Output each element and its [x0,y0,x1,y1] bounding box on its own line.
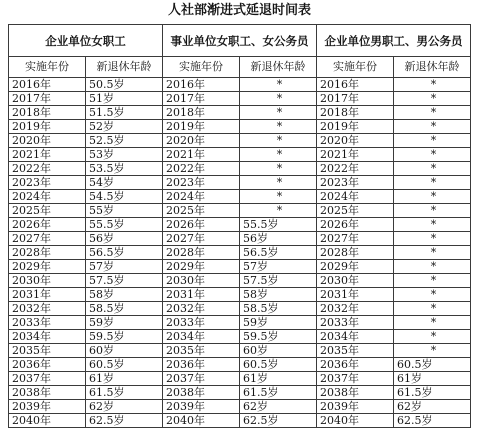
retirement-age-cell: 57岁 [240,260,317,274]
retirement-age-cell: 60.5岁 [86,358,163,372]
retirement-age-cell: 56岁 [86,232,163,246]
retirement-age-cell: * [240,176,317,190]
retirement-age-cell: * [240,204,317,218]
retirement-age-cell: * [394,190,471,204]
retirement-age-cell: 54岁 [86,176,163,190]
retirement-age-cell: 58岁 [240,288,317,302]
retirement-age-cell: 61.5岁 [240,386,317,400]
document-title: 人社部渐进式延退时间表 [167,3,311,18]
retirement-age-cell: 60岁 [240,344,317,358]
table-row [9,190,471,204]
retirement-age-cell: 51岁 [86,92,163,106]
year-cell: 2017年 [9,92,86,106]
retirement-age-cell: 61.5岁 [86,386,163,400]
column-header-year: 实施年份 [9,57,86,78]
year-cell: 2031年 [163,288,240,302]
year-cell: 2025年 [163,204,240,218]
retirement-age-cell: 57岁 [86,260,163,274]
year-cell: 2039年 [317,400,394,414]
year-cell: 2028年 [9,246,86,260]
retirement-age-cell: * [394,246,471,260]
column-header-year: 实施年份 [317,57,394,78]
year-cell: 2019年 [317,120,394,134]
table-row [9,260,471,274]
retirement-age-cell: * [240,120,317,134]
year-cell: 2023年 [163,176,240,190]
retirement-age-cell: * [240,106,317,120]
year-cell: 2020年 [317,134,394,148]
year-cell: 2036年 [317,358,394,372]
retirement-age-cell: * [394,274,471,288]
retirement-age-cell: 59岁 [86,316,163,330]
year-cell: 2038年 [317,386,394,400]
year-cell: 2027年 [163,232,240,246]
year-cell: 2030年 [9,274,86,288]
table-row [9,106,471,120]
retirement-age-cell: * [394,204,471,218]
year-cell: 2020年 [163,134,240,148]
retirement-age-cell: * [394,162,471,176]
year-cell: 2036年 [9,358,86,372]
table-row [9,78,471,92]
retirement-age-cell: 62.5岁 [240,414,317,428]
year-cell: 2016年 [317,78,394,92]
year-cell: 2017年 [317,92,394,106]
retirement-age-cell: * [394,78,471,92]
group-header-row [9,25,471,57]
table-row [9,218,471,232]
year-cell: 2034年 [317,330,394,344]
year-cell: 2034年 [9,330,86,344]
year-cell: 2024年 [9,190,86,204]
year-cell: 2038年 [163,386,240,400]
retirement-age-cell: 62.5岁 [394,414,471,428]
year-cell: 2023年 [317,176,394,190]
year-cell: 2020年 [9,134,86,148]
year-cell: 2016年 [163,78,240,92]
year-cell: 2028年 [163,246,240,260]
retirement-age-cell: * [394,288,471,302]
column-header-age: 新退休年龄 [86,57,163,78]
retirement-age-cell: 55.5岁 [240,218,317,232]
year-cell: 2017年 [163,92,240,106]
retirement-age-cell: 56.5岁 [240,246,317,260]
year-cell: 2035年 [9,344,86,358]
table-row [9,302,471,316]
year-cell: 2026年 [9,218,86,232]
retirement-age-cell: * [240,148,317,162]
retirement-age-cell: * [394,344,471,358]
table-row [9,344,471,358]
year-cell: 2031年 [317,288,394,302]
year-cell: 2040年 [317,414,394,428]
retirement-age-cell: 57.5岁 [86,274,163,288]
retirement-age-cell: * [240,92,317,106]
table-row [9,386,471,400]
year-cell: 2031年 [9,288,86,302]
retirement-age-cell: * [240,134,317,148]
table-row [9,162,471,176]
column-header-year: 实施年份 [163,57,240,78]
table-row [9,134,471,148]
year-cell: 2023年 [9,176,86,190]
table-row [9,232,471,246]
retirement-age-cell: 61岁 [394,372,471,386]
year-cell: 2024年 [163,190,240,204]
year-cell: 2022年 [9,162,86,176]
retirement-age-cell: 55.5岁 [86,218,163,232]
year-cell: 2038年 [9,386,86,400]
year-cell: 2037年 [9,372,86,386]
retirement-age-cell: 56岁 [240,232,317,246]
year-cell: 2026年 [317,218,394,232]
table-row [9,148,471,162]
year-cell: 2036年 [163,358,240,372]
retirement-age-cell: * [394,134,471,148]
retirement-age-cell: * [240,190,317,204]
group-header-men: 企业单位男职工、男公务员 [317,25,471,57]
retirement-age-cell: 62.5岁 [86,414,163,428]
year-cell: 2040年 [9,414,86,428]
retirement-age-cell: 62岁 [86,400,163,414]
retirement-age-cell: 53.5岁 [86,162,163,176]
retirement-age-cell: 59.5岁 [86,330,163,344]
year-cell: 2032年 [9,302,86,316]
year-cell: 2039年 [9,400,86,414]
retirement-age-cell: 52.5岁 [86,134,163,148]
retirement-age-cell: * [394,232,471,246]
year-cell: 2028年 [317,246,394,260]
retirement-age-cell: * [394,316,471,330]
table-row [9,358,471,372]
retirement-age-cell: 60岁 [86,344,163,358]
retirement-age-cell: 57.5岁 [240,274,317,288]
retirement-age-cell: 61岁 [240,372,317,386]
table-row [9,288,471,302]
retirement-age-cell: 55岁 [86,204,163,218]
retirement-age-cell: 62岁 [394,400,471,414]
retirement-age-cell: 52岁 [86,120,163,134]
year-cell: 2018年 [317,106,394,120]
year-cell: 2030年 [163,274,240,288]
table-row [9,372,471,386]
retirement-age-cell: * [394,92,471,106]
year-cell: 2016年 [9,78,86,92]
year-cell: 2021年 [163,148,240,162]
year-cell: 2029年 [317,260,394,274]
retirement-age-cell: * [394,120,471,134]
retirement-age-cell: 59岁 [240,316,317,330]
year-cell: 2037年 [317,372,394,386]
year-cell: 2022年 [317,162,394,176]
year-cell: 2033年 [9,316,86,330]
year-cell: 2021年 [9,148,86,162]
table-row [9,120,471,134]
year-cell: 2029年 [163,260,240,274]
table-row [9,330,471,344]
retirement-table [8,24,471,428]
year-cell: 2027年 [317,232,394,246]
retirement-age-cell: * [394,106,471,120]
retirement-age-cell: * [394,302,471,316]
year-cell: 2022年 [163,162,240,176]
year-cell: 2035年 [317,344,394,358]
year-cell: 2024年 [317,190,394,204]
retirement-age-cell: 50.5岁 [86,78,163,92]
year-cell: 2040年 [163,414,240,428]
year-cell: 2032年 [317,302,394,316]
retirement-age-cell: * [240,162,317,176]
year-cell: 2032年 [163,302,240,316]
year-cell: 2029年 [9,260,86,274]
retirement-age-cell: 58.5岁 [86,302,163,316]
year-cell: 2035年 [163,344,240,358]
year-cell: 2034年 [163,330,240,344]
group-header-enterprise-women: 企业单位女职工 [9,25,163,57]
retirement-age-cell: 60.5岁 [240,358,317,372]
table-row [9,246,471,260]
year-cell: 2039年 [163,400,240,414]
table-row [9,274,471,288]
year-cell: 2019年 [163,120,240,134]
retirement-age-cell: 62岁 [240,400,317,414]
year-cell: 2025年 [9,204,86,218]
retirement-age-cell: 56.5岁 [86,246,163,260]
year-cell: 2030年 [317,274,394,288]
year-cell: 2033年 [317,316,394,330]
column-header-age: 新退休年龄 [240,57,317,78]
retirement-age-cell: * [394,148,471,162]
table-body [9,78,471,428]
table-row [9,204,471,218]
retirement-age-cell: 61岁 [86,372,163,386]
group-header-institution-women: 事业单位女职工、女公务员 [163,25,317,57]
year-cell: 2018年 [9,106,86,120]
year-cell: 2026年 [163,218,240,232]
retirement-age-cell: * [394,218,471,232]
retirement-age-cell: * [394,330,471,344]
column-header-age: 新退休年龄 [394,57,471,78]
table-row [9,316,471,330]
table-row [9,92,471,106]
year-cell: 2019年 [9,120,86,134]
year-cell: 2025年 [317,204,394,218]
retirement-age-cell: 54.5岁 [86,190,163,204]
year-cell: 2021年 [317,148,394,162]
table-row [9,400,471,414]
retirement-age-cell: 58岁 [86,288,163,302]
retirement-age-cell: 58.5岁 [240,302,317,316]
table-row [9,176,471,190]
year-cell: 2018年 [163,106,240,120]
retirement-age-cell: 60.5岁 [394,358,471,372]
retirement-age-cell: 53岁 [86,148,163,162]
column-header-row [9,57,471,78]
retirement-age-cell: 59.5岁 [240,330,317,344]
year-cell: 2037年 [163,372,240,386]
table-row [9,414,471,428]
year-cell: 2033年 [163,316,240,330]
retirement-age-cell: * [240,78,317,92]
year-cell: 2027年 [9,232,86,246]
retirement-age-cell: * [394,260,471,274]
retirement-age-cell: 51.5岁 [86,106,163,120]
retirement-age-cell: * [394,176,471,190]
retirement-age-cell: 61.5岁 [394,386,471,400]
